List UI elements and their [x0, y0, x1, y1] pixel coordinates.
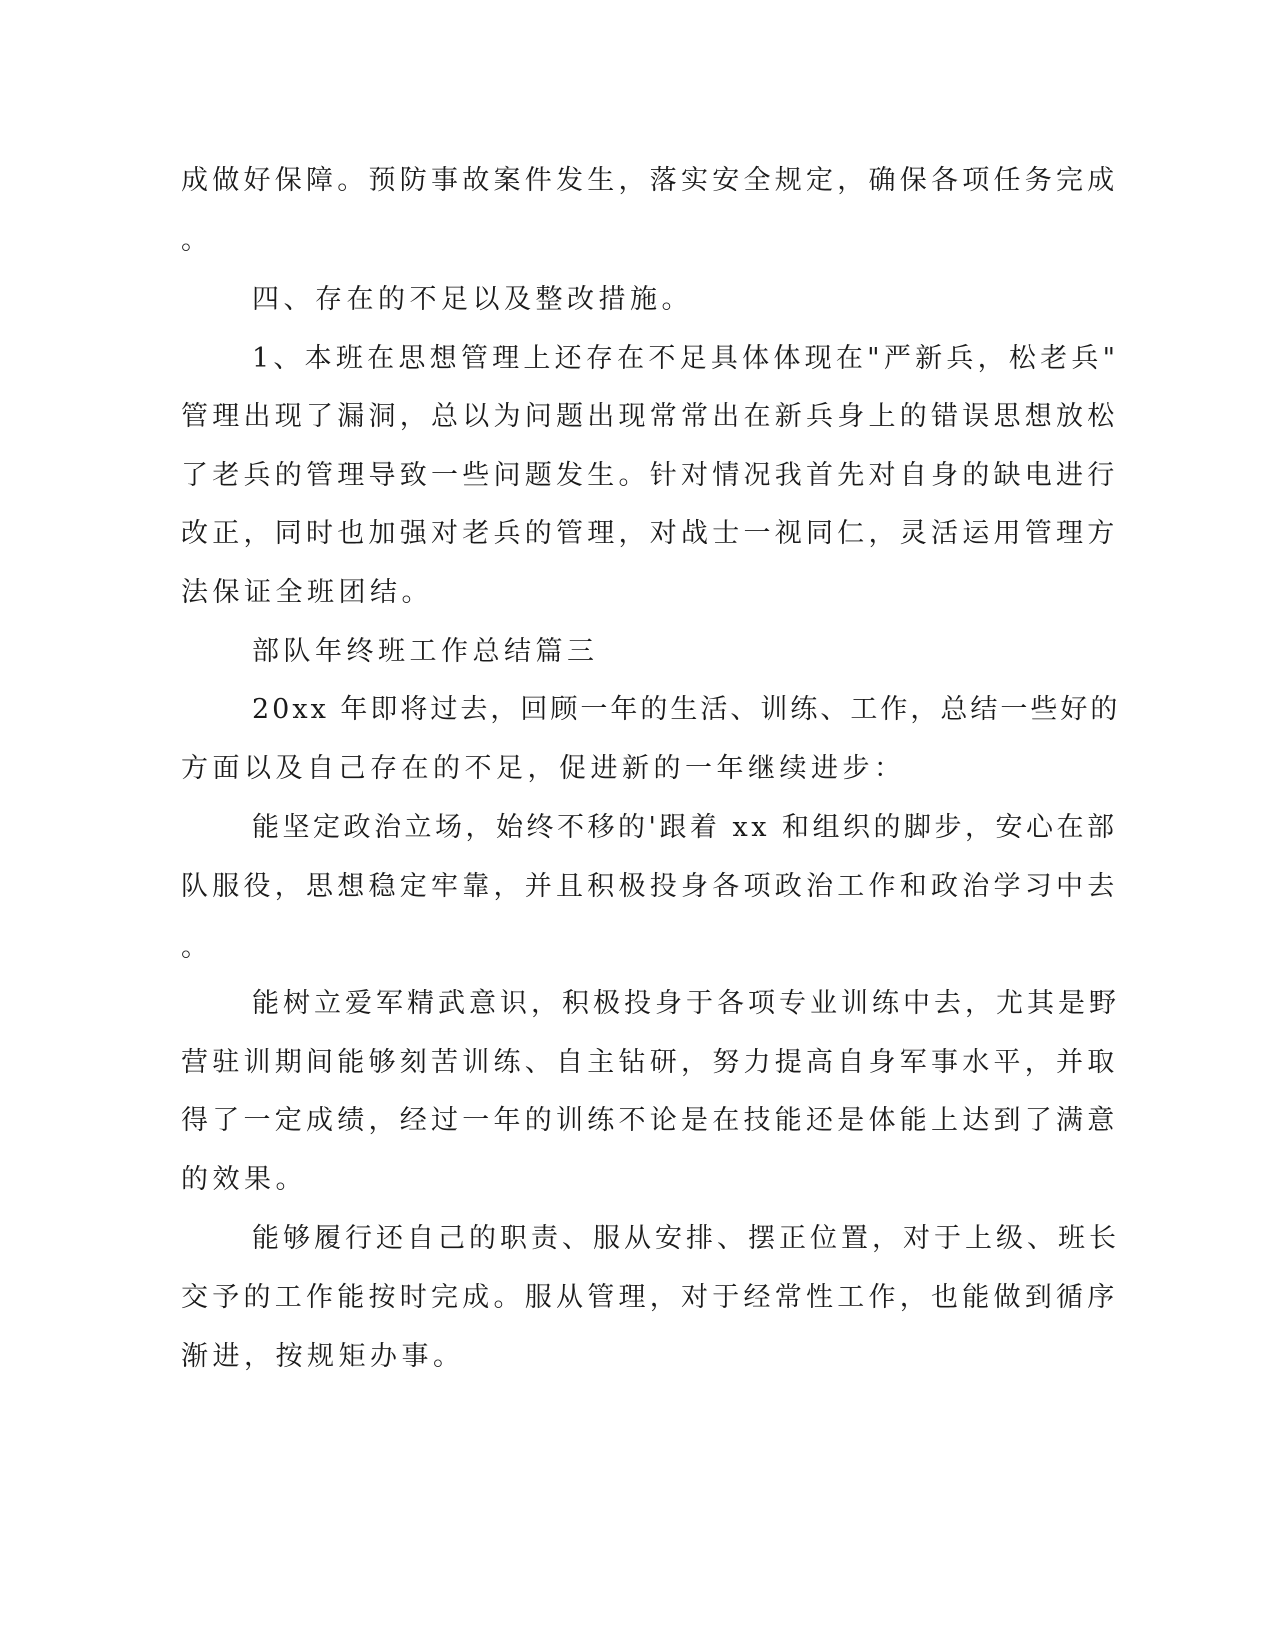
body-text-line: 。: [181, 932, 213, 963]
body-text-line: 营驻训期间能够刻苦训练、自主钻研，努力提高自身军事水平，并取: [181, 1047, 1119, 1078]
body-text-line: 管理出现了漏洞，总以为问题出现常常出在新兵身上的错误思想放松: [181, 401, 1119, 432]
body-text-line: 得了一定成绩，经过一年的训练不论是在技能还是体能上达到了满意: [181, 1105, 1119, 1136]
body-text-line: 法保证全班团结。: [181, 577, 433, 608]
body-text-line: 能够履行还自己的职责、服从安排、摆正位置，对于上级、班长: [252, 1223, 1120, 1254]
body-text-line: 方面以及自己存在的不足，促进新的一年继续进步：: [181, 753, 906, 784]
body-text-line: 20xx 年即将过去，回顾一年的生活、训练、工作，总结一些好的: [252, 694, 1121, 725]
body-text-line: 成做好保障。预防事故案件发生，落实安全规定，确保各项任务完成: [181, 165, 1119, 196]
body-text-line: 改正，同时也加强对老兵的管理，对战士一视同仁，灵活运用管理方: [181, 518, 1119, 549]
body-text-line: 了老兵的管理导致一些问题发生。针对情况我首先对自身的缺电进行: [181, 460, 1119, 491]
body-text-line: 交予的工作能按时完成。服从管理，对于经常性工作，也能做到循序: [181, 1282, 1119, 1313]
body-text-line: 渐进，按规矩办事。: [181, 1341, 465, 1372]
article-title: 部队年终班工作总结篇三: [252, 636, 599, 667]
body-text-line: 能树立爱军精武意识，积极投身于各项专业训练中去，尤其是野: [252, 988, 1120, 1019]
body-text-line: 1、本班在思想管理上还存在不足具体体现在"严新兵，松老兵": [252, 343, 1120, 374]
body-text-line: 队服役，思想稳定牢靠，并且积极投身各项政治工作和政治学习中去: [181, 871, 1119, 902]
body-text-line: 能坚定政治立场，始终不移的'跟着 xx 和组织的脚步，安心在部: [252, 812, 1118, 843]
section-heading: 四、存在的不足以及整改措施。: [252, 284, 693, 315]
body-text-line: 的效果。: [181, 1164, 307, 1195]
body-text-line: 。: [181, 225, 213, 256]
